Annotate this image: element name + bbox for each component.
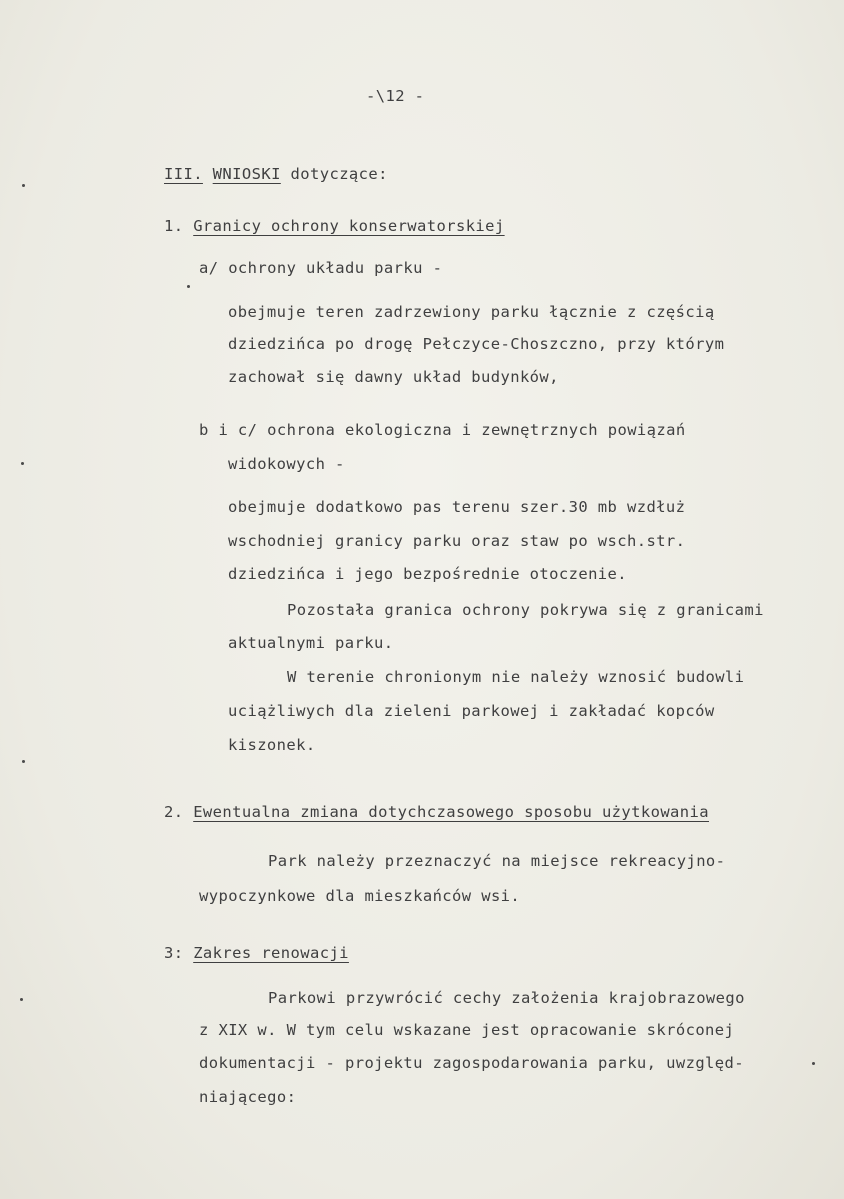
section1-a-line-2: dziedzińca po drogę Pełczyce-Choszczno, przy którym (228, 335, 725, 353)
section2-title: Ewentualna zmiana dotychczasowego sposobu użytkowania (193, 803, 709, 821)
paper-speck (22, 760, 25, 763)
section2-number: 2. (164, 803, 184, 821)
paper-speck (812, 1062, 815, 1065)
section-heading (164, 164, 388, 184)
section3-title: Zakres renowacji (193, 944, 349, 962)
section2-line-1: Park należy przeznaczyć na miejsce rekreacyjno- (268, 852, 726, 870)
section1-a-line-1: obejmuje teren zadrzewiony parku łącznie z częścią (228, 303, 715, 321)
heading-number: III. (164, 165, 203, 183)
section1-para3-line-2: uciążliwych dla zieleni parkowej i zakładać kopców (228, 702, 715, 720)
section3-heading (164, 943, 349, 963)
section1-title: Granicy ochrony konserwatorskiej (193, 217, 505, 235)
section1-bc-line-1: obejmuje dodatkowo pas terenu szer.30 mb wzdłuż (228, 498, 686, 516)
section1-number: 1. (164, 217, 184, 235)
section1-bc-line-3: dziedzińca i jego bezpośrednie otoczenie. (228, 565, 628, 583)
paper-speck (20, 998, 23, 1001)
section3-line-4: niającego: (199, 1088, 297, 1106)
section1-para2-line-2: aktualnymi parku. (228, 634, 394, 652)
section1-a-heading: a/ ochrony układu parku - (199, 259, 443, 277)
section1-para3-line-3: kiszonek. (228, 736, 316, 754)
heading-rest: dotyczące: (290, 165, 388, 183)
heading-title: WNIOSKI (212, 165, 281, 183)
paper-speck (22, 184, 25, 187)
section2-line-2: wypoczynkowe dla mieszkańców wsi. (199, 887, 521, 905)
section1-para3-line-1: W terenie chronionym nie należy wznosić budowli (287, 668, 745, 686)
section1-a-line-3: zachował się dawny układ budynków, (228, 368, 559, 386)
section1-bc-line-2: wschodniej granicy parku oraz staw po wsch.str. (228, 532, 686, 550)
section3-line-1: Parkowi przywrócić cechy założenia krajobrazowego (268, 989, 745, 1007)
section1-heading (164, 216, 505, 236)
section2-heading (164, 802, 709, 822)
section3-line-2: z XIX w. W tym celu wskazane jest opracowanie skróconej (199, 1021, 735, 1039)
section3-number: 3: (164, 944, 184, 962)
paper-speck (187, 285, 190, 288)
section3-line-3: dokumentacji - projektu zagospodarowania parku, uwzględ- (199, 1054, 744, 1072)
page-number: -\12 - (366, 87, 425, 105)
section1-bc-heading-2: widokowych - (228, 455, 345, 473)
section1-bc-heading-1: b i c/ ochrona ekologiczna i zewnętrznych powiązań (199, 421, 686, 439)
paper-speck (21, 462, 24, 465)
section1-para2-line-1: Pozostała granica ochrony pokrywa się z granicami (287, 601, 764, 619)
